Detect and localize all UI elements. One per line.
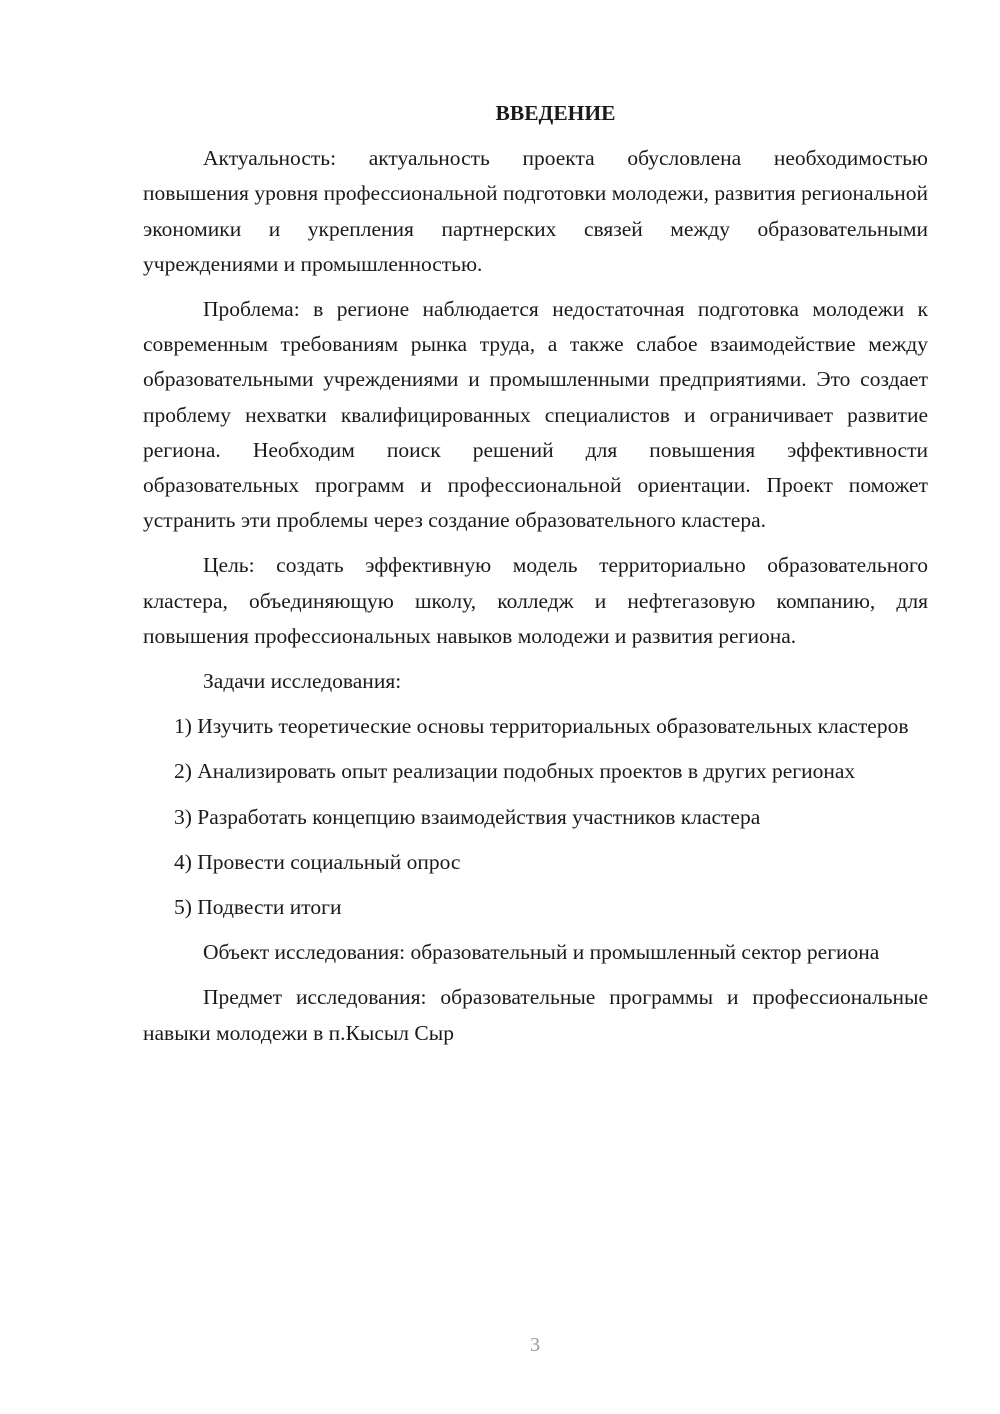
task-item-1: 1) Изучить теоретические основы территориальных образовательных кластеров [174, 714, 909, 739]
task-item-2: 2) Анализировать опыт реализации подобных проектов в других регионах [174, 759, 856, 784]
subject-paragraph: Предмет исследования: образовательные программы и профессиональные навыки молодежи в п.Кысыл Сыр [143, 985, 928, 1045]
task-item-4: 4) Провести социальный опрос [174, 849, 461, 874]
document-page [143, 96, 928, 1061]
document-title: ВВЕДЕНИЕ [495, 101, 616, 125]
task-item-5: 5) Подвести итоги [174, 895, 342, 920]
object-paragraph: Объект исследования: образовательный и промышленный сектор региона [203, 940, 880, 965]
tasks-heading: Задачи исследования: [203, 669, 402, 694]
goal-paragraph: Цель: создать эффективную модель территориально образовательного кластера, объединяющую школу, колледж и нефтегазовую компанию, для повышения профессиональных навыков молодежи и развития региона. [143, 553, 928, 648]
task-item-3: 3) Разработать концепцию взаимодействия участников кластера [174, 804, 761, 829]
page-number: 3 [530, 1334, 540, 1356]
problem-paragraph: Проблема: в регионе наблюдается недостаточная подготовка молодежи к современным требованиям рынка труда, а также слабое взаимодействие между образовательными учреждениями и промышленными предприятиями. Это создает проблему нехватки квалифицированных специалистов и ограничивает развитие региона. Необходим поиск решений для повышения эффективности образовательных программ и профессиональной ориентации. Проект поможет устранить эти проблемы через создание образовательного кластера. [143, 297, 928, 533]
relevance-paragraph: Актуальность: актуальность проекта обусловлена необходимостью повышения уровня профессиональной подготовки молодежи, развития региональной экономики и укрепления партнерских связей между образовательными учреждениями и промышленностью. [143, 146, 928, 276]
